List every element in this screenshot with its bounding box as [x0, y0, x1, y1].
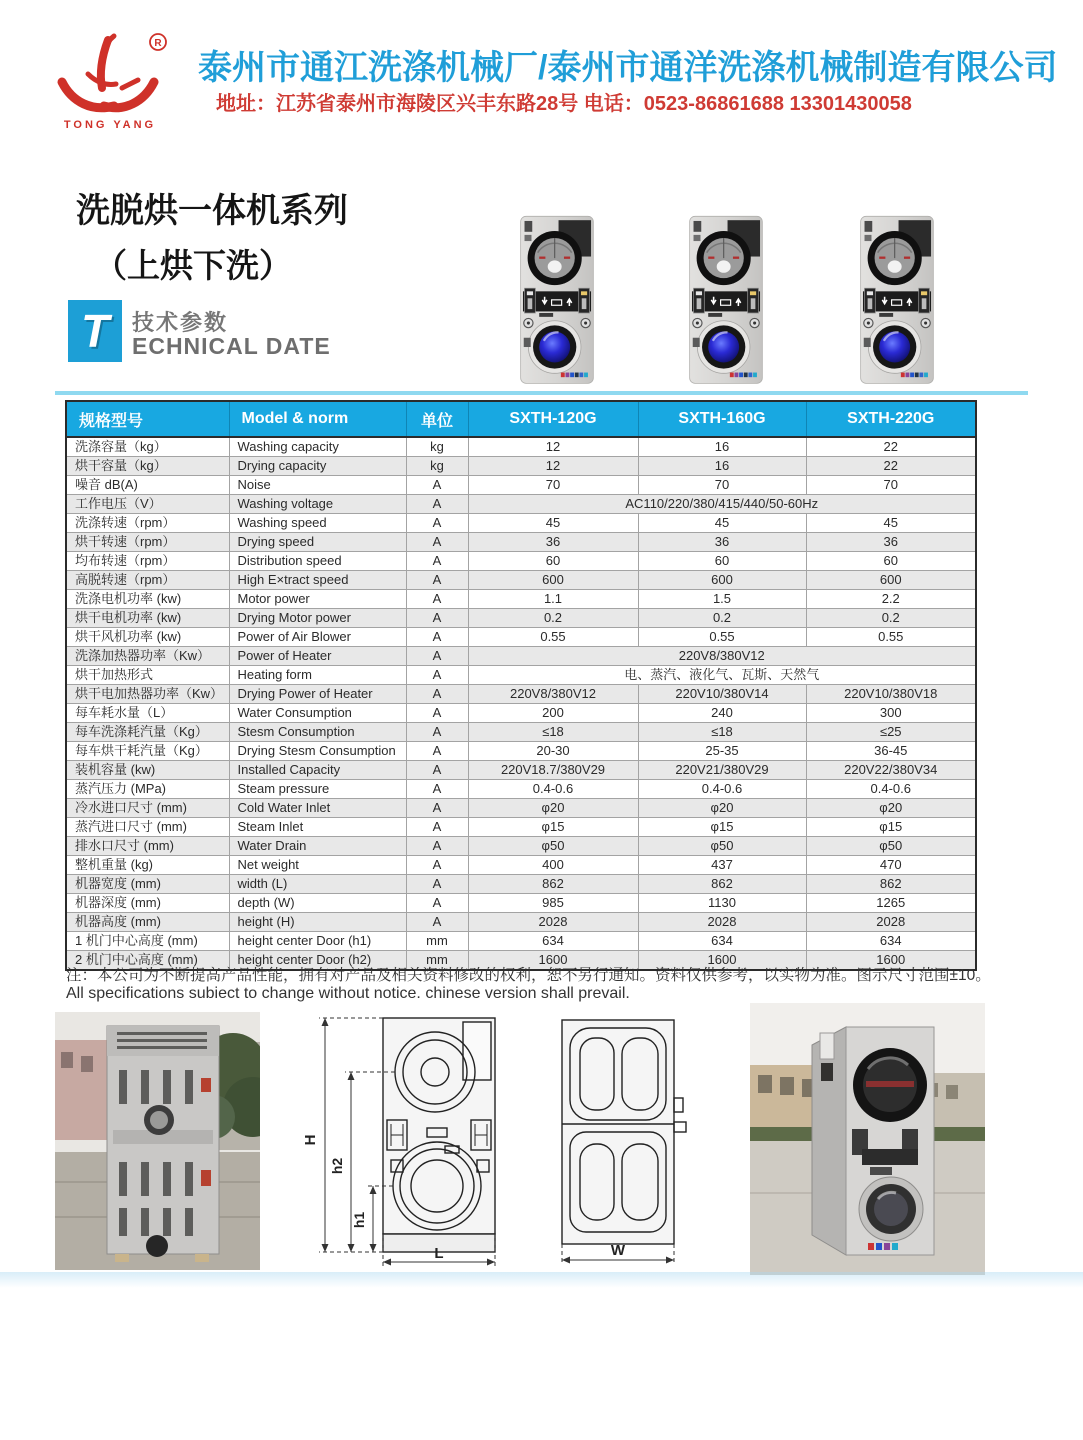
- table-cell: Distribution speed: [229, 552, 406, 571]
- table-cell: 200: [468, 704, 638, 723]
- table-cell: 每车耗水量（L）: [66, 704, 229, 723]
- table-cell: 36: [468, 533, 638, 552]
- table-cell: kg: [406, 437, 468, 457]
- table-cell: 2.2: [806, 590, 976, 609]
- table-cell: 烘干风机功率 (kw): [66, 628, 229, 647]
- table-row: [66, 875, 976, 894]
- table-cell: 45: [638, 514, 806, 533]
- table-cell: height (H): [229, 913, 406, 932]
- table-cell: 60: [806, 552, 976, 571]
- table-cell: 整机重量 (kg): [66, 856, 229, 875]
- table-cell: 220V22/380V34: [806, 761, 976, 780]
- table-cell: 烘干容量（kg）: [66, 457, 229, 476]
- bottom-accent-strip: [0, 1272, 1083, 1288]
- table-cell: 1600: [806, 951, 976, 971]
- table-cell: A: [406, 723, 468, 742]
- table-cell: 洗涤转速（rpm）: [66, 514, 229, 533]
- table-cell: φ15: [806, 818, 976, 837]
- table-cell: 机器深度 (mm): [66, 894, 229, 913]
- table-cell: Drying Power of Heater: [229, 685, 406, 704]
- table-row: [66, 837, 976, 856]
- table-cell: 16: [638, 437, 806, 457]
- table-cell: A: [406, 533, 468, 552]
- table-row: [66, 533, 976, 552]
- table-cell: 1130: [638, 894, 806, 913]
- table-row: [66, 761, 976, 780]
- table-cell: 0.4-0.6: [468, 780, 638, 799]
- tech-title-en: ECHNICAL DATE: [132, 333, 331, 359]
- table-cell: A: [406, 590, 468, 609]
- dim-label-H: H: [302, 1134, 319, 1146]
- table-cell: 0.55: [468, 628, 638, 647]
- table-row: [66, 932, 976, 951]
- table-cell: 45: [806, 514, 976, 533]
- tech-title-cn: 技术参数: [132, 310, 229, 335]
- table-cell: 0.2: [806, 609, 976, 628]
- table-cell: A: [406, 609, 468, 628]
- table-cell: 634: [806, 932, 976, 951]
- note-line-cn: 注：本公司为不断提高产品性能，拥有对产品及相关资料修改的权利，恕不另行通知。资料仅供参考，以实物为准。图示尺寸范围±10。: [66, 967, 991, 984]
- table-cell: Water Drain: [229, 837, 406, 856]
- table-cell: 排水口尺寸 (mm): [66, 837, 229, 856]
- table-cell: 634: [638, 932, 806, 951]
- table-cell: High E×tract speed: [229, 571, 406, 590]
- table-cell: A: [406, 875, 468, 894]
- table-row: [66, 495, 976, 514]
- table-cell: 220V8/380V12: [468, 647, 976, 666]
- table-cell: 600: [806, 571, 976, 590]
- table-cell: A: [406, 666, 468, 685]
- registered-mark: R: [154, 38, 162, 49]
- company-title: 泰州市通江洗涤机械厂/泰州市通洋洗涤机械制造有限公司: [198, 49, 1058, 87]
- table-cell: Washing capacity: [229, 437, 406, 457]
- table-cell: 2028: [468, 913, 638, 932]
- table-cell: 高脱转速（rpm）: [66, 571, 229, 590]
- table-cell: 220V8/380V12: [468, 685, 638, 704]
- table-cell: 蒸汽压力 (MPa): [66, 780, 229, 799]
- table-cell: 60: [468, 552, 638, 571]
- table-cell: 12: [468, 457, 638, 476]
- table-cell: A: [406, 913, 468, 932]
- photo-machine-iso-view: [750, 1003, 985, 1275]
- dim-label-h2: h2: [329, 1157, 345, 1175]
- table-cell: mm: [406, 932, 468, 951]
- table-cell: 每车洗涤耗汽量（Kg）: [66, 723, 229, 742]
- table-cell: φ50: [638, 837, 806, 856]
- table-cell: φ50: [468, 837, 638, 856]
- table-cell: Noise: [229, 476, 406, 495]
- table-cell: 2 机门中心高度 (mm): [66, 951, 229, 971]
- table-top-accent-line: [55, 391, 1028, 395]
- table-cell: ≤25: [806, 723, 976, 742]
- table-cell: Drying Stesm Consumption: [229, 742, 406, 761]
- table-cell: kg: [406, 457, 468, 476]
- table-cell: 0.2: [638, 609, 806, 628]
- table-row: [66, 437, 976, 457]
- table-cell: 1600: [468, 951, 638, 971]
- product-photo-3: [858, 214, 936, 388]
- table-cell: 机器宽度 (mm): [66, 875, 229, 894]
- table-cell: 220V21/380V29: [638, 761, 806, 780]
- table-cell: 45: [468, 514, 638, 533]
- col-header: SXTH-220G: [806, 401, 976, 437]
- table-cell: Cold Water Inlet: [229, 799, 406, 818]
- table-cell: 噪音 dB(A): [66, 476, 229, 495]
- table-cell: φ20: [806, 799, 976, 818]
- table-cell: Installed Capacity: [229, 761, 406, 780]
- table-cell: 0.4-0.6: [638, 780, 806, 799]
- table-cell: 634: [468, 932, 638, 951]
- table-cell: 工作电压（V）: [66, 495, 229, 514]
- table-row: [66, 742, 976, 761]
- dimension-drawing-side: [552, 1012, 707, 1272]
- table-cell: A: [406, 552, 468, 571]
- table-cell: φ20: [468, 799, 638, 818]
- table-cell: Steam Inlet: [229, 818, 406, 837]
- spec-table: [65, 400, 977, 971]
- table-header-row: [66, 401, 976, 437]
- table-cell: 600: [468, 571, 638, 590]
- table-cell: width (L): [229, 875, 406, 894]
- table-cell: Water Consumption: [229, 704, 406, 723]
- table-cell: 70: [638, 476, 806, 495]
- table-cell: Washing voltage: [229, 495, 406, 514]
- table-cell: Drying capacity: [229, 457, 406, 476]
- table-cell: 1600: [638, 951, 806, 971]
- table-cell: 1.5: [638, 590, 806, 609]
- table-row: [66, 647, 976, 666]
- table-row: [66, 628, 976, 647]
- logo-text: TONG YANG: [63, 119, 157, 131]
- col-header: 单位: [406, 401, 468, 437]
- table-row: [66, 666, 976, 685]
- table-row: [66, 723, 976, 742]
- dimension-drawing-front: [295, 1008, 510, 1273]
- table-cell: 70: [806, 476, 976, 495]
- table-cell: 0.55: [638, 628, 806, 647]
- table-cell: A: [406, 799, 468, 818]
- table-cell: 437: [638, 856, 806, 875]
- table-cell: A: [406, 476, 468, 495]
- table-cell: φ50: [806, 837, 976, 856]
- table-cell: 22: [806, 457, 976, 476]
- table-cell: A: [406, 856, 468, 875]
- table-cell: 22: [806, 437, 976, 457]
- table-row: [66, 818, 976, 837]
- table-cell: A: [406, 514, 468, 533]
- table-row: [66, 552, 976, 571]
- table-row: [66, 894, 976, 913]
- table-cell: 240: [638, 704, 806, 723]
- tongyang-logo-icon: [48, 26, 176, 134]
- table-cell: 0.55: [806, 628, 976, 647]
- table-cell: 20-30: [468, 742, 638, 761]
- address-line: 地址：江苏省泰州市海陵区兴丰东路28号 电话：0523-86861688 13301430058: [216, 93, 912, 115]
- dim-label-h1: h1: [351, 1211, 367, 1229]
- table-cell: φ15: [638, 818, 806, 837]
- table-cell: Heating form: [229, 666, 406, 685]
- table-row: [66, 476, 976, 495]
- table-cell: 0.4-0.6: [806, 780, 976, 799]
- table-row: [66, 780, 976, 799]
- table-cell: A: [406, 571, 468, 590]
- table-cell: 36-45: [806, 742, 976, 761]
- table-row: [66, 457, 976, 476]
- table-cell: A: [406, 818, 468, 837]
- table-cell: 16: [638, 457, 806, 476]
- table-cell: mm: [406, 951, 468, 971]
- table-row: [66, 609, 976, 628]
- series-subtitle: （上烘下洗）: [94, 247, 292, 284]
- table-cell: A: [406, 837, 468, 856]
- table-cell: ≤18: [638, 723, 806, 742]
- badge-letter: T: [80, 305, 110, 357]
- dim-label-W: W: [610, 1242, 626, 1259]
- table-cell: 60: [638, 552, 806, 571]
- table-cell: 600: [638, 571, 806, 590]
- table-cell: 蒸汽进口尺寸 (mm): [66, 818, 229, 837]
- table-cell: 每车烘干耗汽量（Kg）: [66, 742, 229, 761]
- table-cell: Steam pressure: [229, 780, 406, 799]
- table-cell: 1 机门中心高度 (mm): [66, 932, 229, 951]
- table-cell: 400: [468, 856, 638, 875]
- table-cell: 机器高度 (mm): [66, 913, 229, 932]
- table-cell: ≤18: [468, 723, 638, 742]
- table-cell: Drying speed: [229, 533, 406, 552]
- table-cell: 985: [468, 894, 638, 913]
- table-cell: 1.1: [468, 590, 638, 609]
- table-row: [66, 704, 976, 723]
- table-cell: A: [406, 704, 468, 723]
- col-header: SXTH-120G: [468, 401, 638, 437]
- table-cell: 862: [638, 875, 806, 894]
- table-cell: 洗涤电机功率 (kw): [66, 590, 229, 609]
- note-line-en: All specifications subiect to change without notice. chinese version shall prevail.: [66, 985, 630, 1002]
- dim-label-L: L: [434, 1245, 444, 1262]
- table-cell: 70: [468, 476, 638, 495]
- table-cell: 冷水进口尺寸 (mm): [66, 799, 229, 818]
- table-cell: 烘干加热形式: [66, 666, 229, 685]
- table-cell: 862: [468, 875, 638, 894]
- table-cell: 烘干电机功率 (kw): [66, 609, 229, 628]
- table-cell: 220V18.7/380V29: [468, 761, 638, 780]
- table-cell: Net weight: [229, 856, 406, 875]
- table-cell: height center Door (h2): [229, 951, 406, 971]
- col-header: SXTH-160G: [638, 401, 806, 437]
- table-cell: 220V10/380V14: [638, 685, 806, 704]
- table-cell: Drying Motor power: [229, 609, 406, 628]
- table-cell: 36: [638, 533, 806, 552]
- table-cell: 电、蒸汽、液化气、瓦斯、天然气: [468, 666, 976, 685]
- table-cell: 1265: [806, 894, 976, 913]
- table-cell: A: [406, 761, 468, 780]
- technical-data-badge: [68, 300, 122, 362]
- table-cell: 12: [468, 437, 638, 457]
- table-cell: 0.2: [468, 609, 638, 628]
- table-cell: Stesm Consumption: [229, 723, 406, 742]
- table-cell: 洗涤加热器功率（Kw）: [66, 647, 229, 666]
- table-cell: A: [406, 628, 468, 647]
- table-cell: φ20: [638, 799, 806, 818]
- table-row: [66, 799, 976, 818]
- table-row: [66, 856, 976, 875]
- col-header: 规格型号: [66, 401, 229, 437]
- table-row: [66, 571, 976, 590]
- product-photo-2: [687, 214, 765, 388]
- table-cell: φ15: [468, 818, 638, 837]
- table-cell: Washing speed: [229, 514, 406, 533]
- table-row: [66, 685, 976, 704]
- table-cell: Power of Air Blower: [229, 628, 406, 647]
- table-cell: 36: [806, 533, 976, 552]
- table-cell: 300: [806, 704, 976, 723]
- table-cell: 862: [806, 875, 976, 894]
- table-cell: A: [406, 742, 468, 761]
- table-cell: 装机容量 (kw): [66, 761, 229, 780]
- table-cell: A: [406, 685, 468, 704]
- table-cell: AC110/220/380/415/440/50-60Hz: [468, 495, 976, 514]
- series-title: 洗脱烘一体机系列: [76, 192, 348, 230]
- table-cell: A: [406, 647, 468, 666]
- table-cell: 25-35: [638, 742, 806, 761]
- table-cell: 2028: [638, 913, 806, 932]
- table-cell: Motor power: [229, 590, 406, 609]
- table-cell: 470: [806, 856, 976, 875]
- table-cell: 烘干转速（rpm）: [66, 533, 229, 552]
- table-cell: depth (W): [229, 894, 406, 913]
- table-cell: A: [406, 780, 468, 799]
- table-row: [66, 590, 976, 609]
- table-cell: height center Door (h1): [229, 932, 406, 951]
- product-photo-1: [518, 214, 596, 388]
- photo-machine-back-view: [55, 1012, 260, 1270]
- table-cell: 烘干电加热器功率（Kw）: [66, 685, 229, 704]
- table-cell: 2028: [806, 913, 976, 932]
- table-cell: 均布转速（rpm）: [66, 552, 229, 571]
- col-header: Model & norm: [229, 401, 406, 437]
- table-cell: 220V10/380V18: [806, 685, 976, 704]
- table-cell: A: [406, 894, 468, 913]
- table-row: [66, 913, 976, 932]
- table-cell: Power of Heater: [229, 647, 406, 666]
- table-cell: 洗涤容量（kg）: [66, 437, 229, 457]
- table-row: [66, 514, 976, 533]
- table-cell: A: [406, 495, 468, 514]
